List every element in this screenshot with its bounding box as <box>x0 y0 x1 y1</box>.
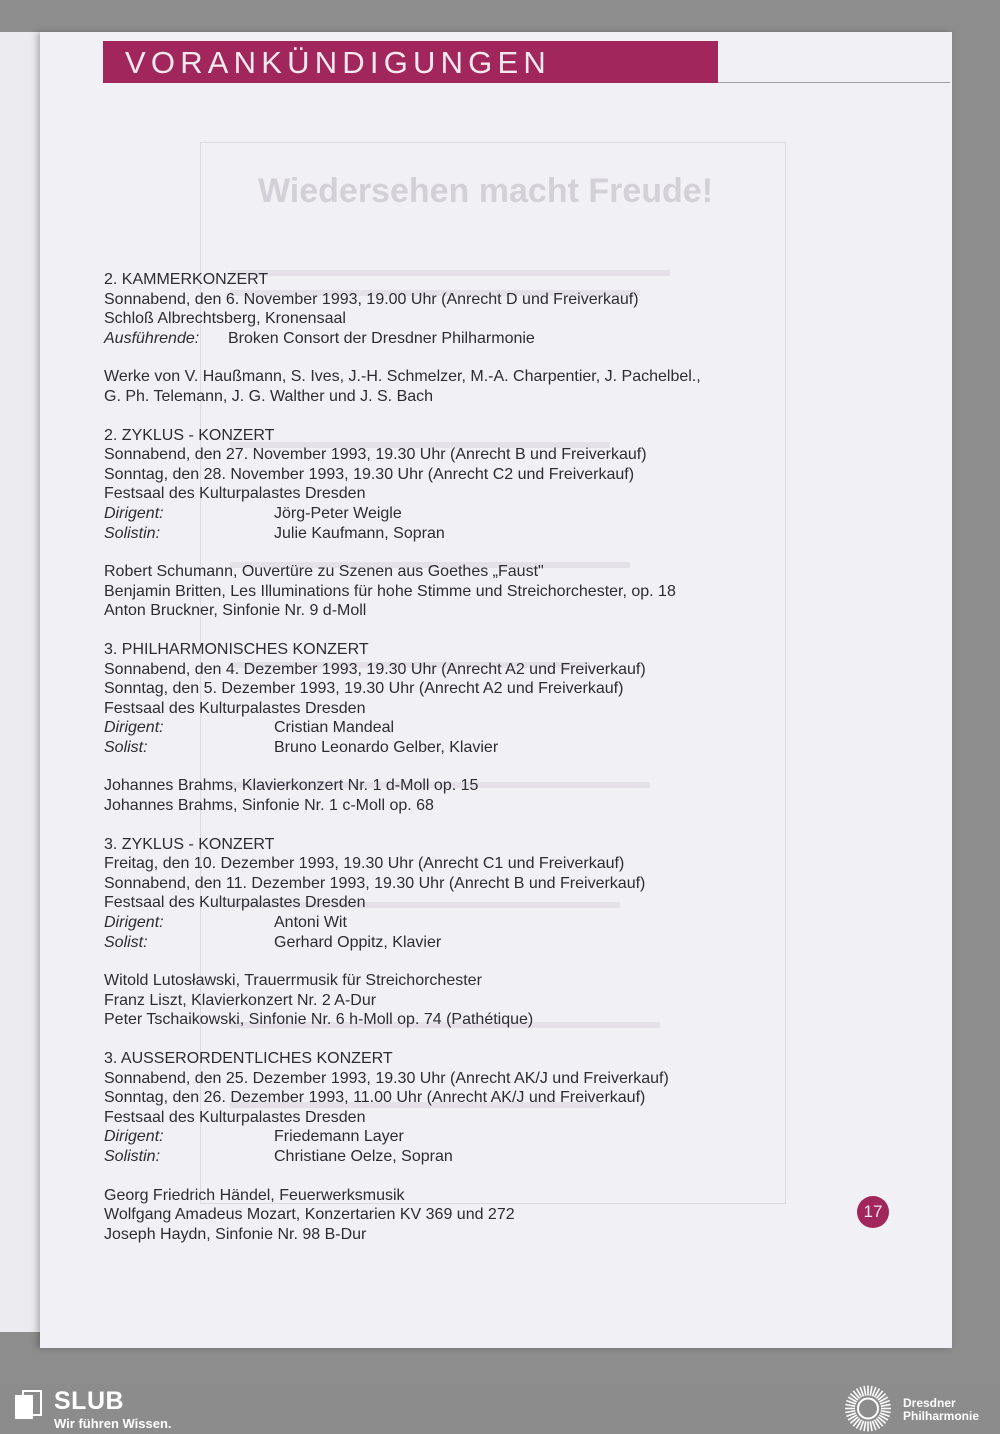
show-through-heading: Wiedersehen macht Freude! <box>258 172 714 210</box>
dresdner-philharmonie-logo-icon <box>842 1383 894 1434</box>
concert-venue: Schloß Albrechtsberg, Kronensaal <box>104 310 346 328</box>
role-row <box>104 504 784 524</box>
header-band <box>103 41 718 83</box>
role-value: Broken Consort der Dresdner Philharmonie <box>228 329 535 347</box>
spacer <box>104 1167 784 1186</box>
partner-name <box>903 1397 979 1423</box>
works-list <box>104 776 784 815</box>
partner-name-line-2: Philharmonie <box>903 1409 980 1423</box>
concert-date: Freitag, den 10. Dezember 1993, 19.30 Uhr (Anrecht C1 und Freiverkauf) <box>104 855 625 873</box>
slub-name: SLUB <box>54 1387 125 1415</box>
previous-page-edge <box>0 32 45 1332</box>
work-item: Franz Liszt, Klavierkonzert Nr. 2 A-Dur <box>104 991 377 1009</box>
page-title: VORANKÜNDIGUNGEN <box>125 45 551 80</box>
role-label: Solistin: <box>104 524 161 542</box>
role-row <box>104 329 784 349</box>
work-item: Georg Friedrich Händel, Feuerwerksmusik <box>104 1186 405 1204</box>
role-value: Jörg-Peter Weigle <box>274 504 402 522</box>
concert-entry <box>104 1049 784 1244</box>
role-label: Solistin: <box>104 1147 161 1165</box>
footer-bar <box>0 1383 1000 1434</box>
concert-title: 3. PHILHARMONISCHES KONZERT <box>104 640 369 658</box>
role-value: Bruno Leonardo Gelber, Klavier <box>274 738 499 756</box>
role-value: Antoni Wit <box>274 914 347 932</box>
role-row <box>104 1147 784 1167</box>
work-item: Anton Bruckner, Sinfonie Nr. 9 d-Moll <box>104 602 367 620</box>
work-item: Wolfgang Amadeus Mozart, Konzertarien KV 369 und 272 <box>104 1206 515 1224</box>
work-item: Benjamin Britten, Les Illuminations für hohe Stimme und Streichorchester, op. 18 <box>104 582 676 600</box>
concert-entry <box>104 835 784 1030</box>
works-list <box>104 1186 784 1245</box>
role-label: Dirigent: <box>104 504 164 522</box>
role-row <box>104 524 784 544</box>
works-list <box>104 562 784 621</box>
role-value: Gerhard Oppitz, Klavier <box>274 933 442 951</box>
work-item: Witold Lutosławski, Trauerrmusik für Streichorchester <box>104 972 482 990</box>
concert-date: Sonnabend, den 27. November 1993, 19.30 Uhr (Anrecht B und Freiverkauf) <box>104 446 647 464</box>
concert-title: 3. AUSSERORDENTLICHES KONZERT <box>104 1050 393 1067</box>
role-value: Julie Kaufmann, Sopran <box>274 524 445 542</box>
concert-date: Sonntag, den 5. Dezember 1993, 19.30 Uhr (Anrecht A2 und Freiverkauf) <box>104 680 624 698</box>
role-label: Dirigent: <box>104 719 164 737</box>
role-row <box>104 738 784 758</box>
concert-venue: Festsaal des Kulturpalastes Dresden <box>104 485 366 503</box>
concert-venue: Festsaal des Kulturpalastes Dresden <box>104 894 366 912</box>
work-item: Johannes Brahms, Klavierkonzert Nr. 1 d-Moll op. 15 <box>104 777 479 795</box>
spacer <box>104 952 784 971</box>
concert-venue: Festsaal des Kulturpalastes Dresden <box>104 699 366 717</box>
work-item: Robert Schumann, Ouvertüre zu Szenen aus Goethes „Faust" <box>104 563 544 581</box>
page-number-badge: 17 <box>857 1196 889 1228</box>
partner-name-line-1: Dresdner <box>903 1396 956 1410</box>
concert-date: Sonnabend, den 11. Dezember 1993, 19.30 Uhr (Anrecht B und Freiverkauf) <box>104 874 646 892</box>
work-item: Peter Tschaikowski, Sinfonie Nr. 6 h-Moll op. 74 (Pathétique) <box>104 1011 534 1029</box>
role-value: Cristian Mandeal <box>274 719 395 737</box>
concert-date: Sonntag, den 26. Dezember 1993, 11.00 Uhr (Anrecht AK/J und Freiverkauf) <box>104 1089 646 1107</box>
slub-tagline: Wir führen Wissen. <box>54 1416 172 1431</box>
works-list <box>104 367 784 406</box>
role-label: Dirigent: <box>104 914 164 932</box>
slub-logo-icon <box>14 1390 42 1420</box>
spacer <box>104 348 784 367</box>
works-list <box>104 971 784 1030</box>
concert-date: Sonntag, den 28. November 1993, 19.30 Uhr (Anrecht C2 und Freiverkauf) <box>104 465 635 483</box>
concert-date: Sonnabend, den 25. Dezember 1993, 19.30 Uhr (Anrecht AK/J und Freiverkauf) <box>104 1069 669 1087</box>
concert-program <box>104 270 784 1263</box>
role-label: Ausführende: <box>104 329 200 347</box>
role-row <box>104 718 784 738</box>
spacer <box>104 543 784 562</box>
role-row <box>104 933 784 953</box>
work-item: Werke von V. Haußmann, S. Ives, J.-H. Schmelzer, M.-A. Charpentier, J. Pachelbel., <box>104 368 701 386</box>
role-label: Solist: <box>104 933 148 951</box>
role-row <box>104 1127 784 1147</box>
concert-venue: Festsaal des Kulturpalastes Dresden <box>104 1108 366 1126</box>
concert-entry <box>104 640 784 816</box>
work-item: G. Ph. Telemann, J. G. Walther und J. S. Bach <box>104 387 434 405</box>
role-label: Solist: <box>104 738 148 756</box>
concert-entry <box>104 270 784 407</box>
work-item: Johannes Brahms, Sinfonie Nr. 1 c-Moll op. 68 <box>104 797 434 815</box>
concert-date: Sonnabend, den 4. Dezember 1993, 19.30 Uhr (Anrecht A2 und Freiverkauf) <box>104 660 646 678</box>
concert-date: Sonnabend, den 6. November 1993, 19.00 Uhr (Anrecht D und Freiverkauf) <box>104 290 639 308</box>
role-value: Christiane Oelze, Sopran <box>274 1147 453 1165</box>
spacer <box>104 757 784 776</box>
concert-title: 3. ZYKLUS - KONZERT <box>104 835 275 853</box>
concert-title: 2. ZYKLUS - KONZERT <box>104 426 275 444</box>
header-rule <box>718 82 950 83</box>
work-item: Joseph Haydn, Sinfonie Nr. 98 B-Dur <box>104 1225 367 1243</box>
role-row <box>104 913 784 933</box>
document-page <box>40 32 952 1348</box>
concert-entry <box>104 426 784 621</box>
concert-title: 2. KAMMERKONZERT <box>104 271 269 288</box>
role-value: Friedemann Layer <box>274 1128 404 1146</box>
role-label: Dirigent: <box>104 1128 164 1146</box>
